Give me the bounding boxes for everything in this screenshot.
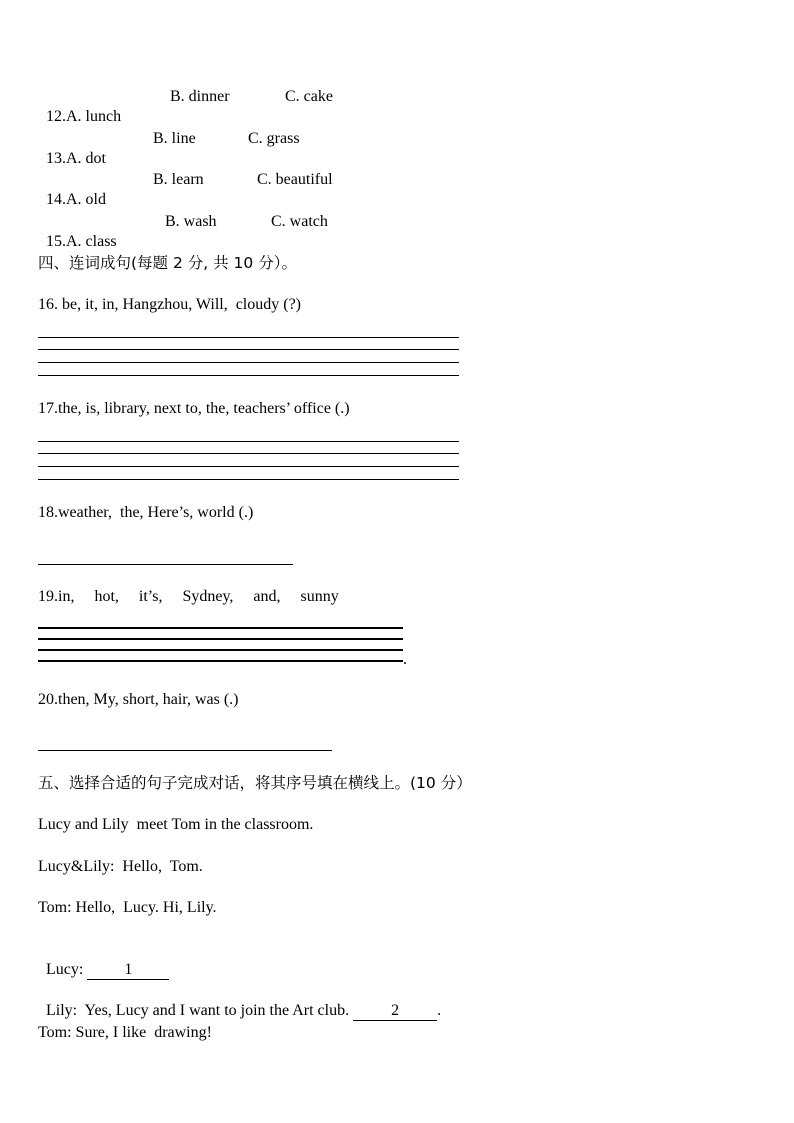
answer-line[interactable] [38, 375, 459, 376]
option-b: B. wash [165, 213, 217, 230]
answer-line[interactable] [38, 649, 403, 651]
answer-line[interactable] [38, 479, 459, 480]
speaker-label: Lucy: [46, 961, 88, 978]
option-c: C. grass [248, 130, 300, 147]
question-12 [38, 87, 121, 127]
answer-line[interactable] [38, 362, 459, 363]
answer-blank-1[interactable]: 1 [87, 961, 169, 980]
section-5-heading: 五、选择合适的句子完成对话，将其序号填在横线上。(10 分） [38, 774, 472, 792]
question-number: 14. [46, 191, 66, 208]
dialogue-line: Tom: Hello, Lucy. Hi, Lily. [38, 899, 217, 916]
sentence-period: . [437, 1002, 442, 1019]
question-15 [38, 212, 117, 252]
dialogue-intro: Lucy and Lily meet Tom in the classroom. [38, 816, 314, 833]
answer-line[interactable] [38, 627, 403, 629]
dialogue-text: Lily: Yes, Lucy and I want to join the Art club. [46, 1002, 354, 1019]
answer-line[interactable] [38, 337, 459, 338]
dialogue-line: Tom: Sure, I like drawing! [38, 1024, 212, 1041]
option-a: A. old [66, 191, 106, 208]
dialogue-line-lily [38, 981, 441, 1021]
answer-line[interactable] [38, 453, 459, 454]
question-17: 17.the, is, library, next to, the, teachers’ office (.) [38, 400, 350, 417]
option-b: B. line [153, 130, 196, 147]
option-b: B. learn [153, 171, 204, 188]
option-b: B. dinner [170, 88, 230, 105]
question-number: 15. [46, 233, 66, 250]
question-19: 19.in, hot, it’s, Sydney, and, sunny [38, 588, 339, 605]
answer-blank-2[interactable]: 2 [353, 1002, 437, 1021]
answer-line[interactable] [38, 349, 459, 350]
question-20: 20.then, My, short, hair, was (.) [38, 691, 239, 708]
question-number: 12. [46, 108, 66, 125]
option-a: A. lunch [66, 108, 122, 125]
option-a: A. dot [66, 150, 106, 167]
option-a: A. class [66, 233, 117, 250]
answer-line[interactable] [38, 660, 403, 662]
question-14 [38, 170, 106, 210]
answer-line[interactable] [38, 441, 459, 442]
option-c: C. watch [271, 213, 328, 230]
answer-line[interactable] [38, 638, 403, 640]
question-number: 13. [46, 150, 66, 167]
dialogue-line-lucy [38, 940, 169, 980]
dialogue-line: Lucy&Lily: Hello, Tom. [38, 858, 203, 875]
sentence-period: . [403, 651, 407, 668]
question-18: 18.weather, the, Here’s, world (.) [38, 504, 254, 521]
answer-line[interactable] [38, 750, 332, 751]
question-16: 16. be, it, in, Hangzhou, Will, cloudy (?) [38, 296, 302, 313]
option-c: C. beautiful [257, 171, 333, 188]
answer-line[interactable] [38, 564, 293, 565]
question-13 [38, 129, 106, 169]
option-c: C. cake [285, 88, 333, 105]
section-4-heading: 四、连词成句(每题 2 分, 共 10 分）。 [38, 254, 297, 272]
answer-line[interactable] [38, 466, 459, 467]
